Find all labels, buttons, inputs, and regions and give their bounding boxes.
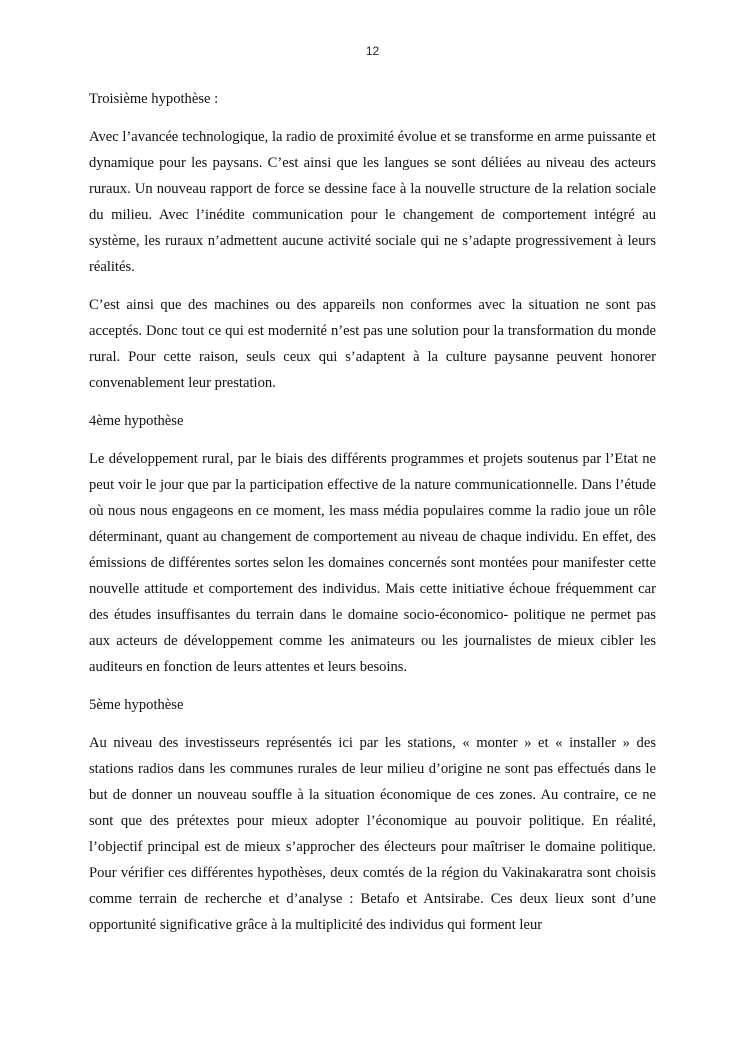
third-hypothesis-heading: Troisième hypothèse : — [89, 91, 219, 107]
page-body — [89, 86, 656, 950]
fourth-hypothesis-paragraph: Le développement rural, par le biais des différents programmes et projets soutenus par l’Etat ne peut voir le jour que par la participation effective de la nature communicationnelle. Dans l’étude où nous nous engageons en ce moment, les mass média populaires comme la radio joue un rôle déterminant, quant au changement de comportement au niveau de chaque individu. En effet, des émissions de différentes sortes selon les domaines concernés sont montées pour manifester cette nouvelle attitude et comportement des individus. Mais cette initiative échoue fréquemment car des études insuffisantes du terrain dans le domaine socio-économico- politique ne permet pas aux acteurs de développement comme les animateurs ou les journalistes de mieux cibler les auditeurs en fonction de leurs attentes et leurs besoins. — [89, 451, 656, 675]
fifth-hypothesis-heading: 5ème hypothèse — [89, 697, 184, 713]
fourth-hypothesis-heading: 4ème hypothèse — [89, 413, 184, 429]
third-hypothesis-paragraph-1: Avec l’avancée technologique, la radio de proximité évolue et se transforme en arme puissante et dynamique pour les paysans. C’est ainsi que les langues se sont déliées au niveau des acteurs ruraux. Un nouveau rapport de force se dessine face à la nouvelle structure de la relation sociale du milieu. Avec l’inédite communication pour le changement de comportement intégré au système, les ruraux n’admettent aucune activité sociale qui ne s’adapte progressivement à leurs réalités. — [89, 129, 656, 275]
third-hypothesis-paragraph-2: C’est ainsi que des machines ou des appareils non conformes avec la situation ne sont pas acceptés. Donc tout ce qui est modernité n’est pas une solution pour la transformation du monde rural. Pour cette raison, seuls ceux qui s’adaptent à la culture paysanne peuvent honorer convenablement leur prestation. — [89, 297, 656, 391]
fifth-hypothesis-paragraph: Au niveau des investisseurs représentés ici par les stations, « monter » et « installer » des stations radios dans les communes rurales de leur milieu d’origine ne sont pas effectués dans le but de donner un nouveau souffle à la situation économique de ces zones. Au contraire, ce ne sont que des prétextes pour mieux adopter l’économique au pouvoir politique. En réalité, l’objectif principal est de mieux s’approcher des électeurs pour maîtriser le domaine politique. Pour vérifier ces différentes hypothèses, deux comtés de la région du Vakinakaratra sont choisis comme terrain de recherche et d’analyse : Betafo et Antsirabe. Ces deux lieux sont d’une opportunité significative grâce à la multiplicité des individus qui forment leur — [89, 735, 656, 933]
page-number: 12 — [365, 44, 380, 58]
